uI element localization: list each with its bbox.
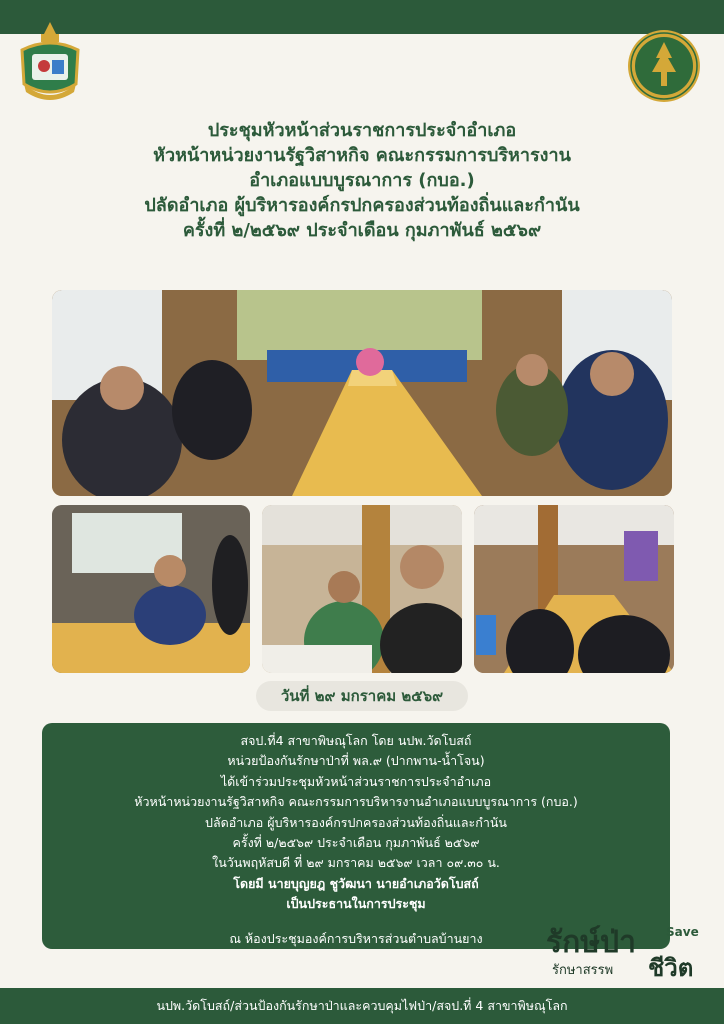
info-line: ในวันพฤหัสบดี ที่ ๒๙ มกราคม ๒๕๖๙ เวลา ๐๙.๓๐ น. <box>212 855 500 871</box>
campaign-save-text: Save <box>666 925 699 939</box>
meeting-info-panel <box>42 723 670 949</box>
meeting-photo-left <box>52 505 250 673</box>
footer-text: นปพ.วัดโบสถ์/ส่วนป้องกันรักษาป่าและควบคุมไฟป่า/สจป.ที่ 4 สาขาพิษณุโลก <box>156 998 568 1013</box>
meeting-photo-center <box>262 505 462 673</box>
province-seal-icon <box>14 20 86 102</box>
top-banner-bar <box>0 0 724 34</box>
title-line: หัวหน้าหน่วยงานรัฐวิสาหกิจ คณะกรรมการบริหารงาน <box>153 145 571 166</box>
save-forest-campaign-logo <box>544 918 712 984</box>
info-line: หัวหน้าหน่วยงานรัฐวิสาหกิจ คณะกรรมการบริหารงานอำเภอแบบบูรณาการ (กบอ.) <box>134 794 578 810</box>
chairperson-line: โดยมี นายบุญยฎ ชูวัฒนา นายอำเภอวัดโบสถ์ <box>233 875 479 891</box>
venue-line: ณ ห้องประชุมองค์การบริหารส่วนตำบลบ้านยาง <box>229 930 483 946</box>
campaign-main-text: รักษ์ป่า <box>546 925 636 960</box>
campaign-sub-text: รักษาสรรพ <box>552 963 614 978</box>
info-line: ได้เข้าร่วมประชุมหัวหน้าส่วนราชการประจำอำเภอ <box>220 773 492 789</box>
info-line: ครั้งที่ ๒/๒๕๖๙ ประจำเดือน กุมภาพันธ์ ๒๕๖๙ <box>232 835 480 851</box>
chairperson-role-line: เป็นประธานในการประชุม <box>286 896 426 912</box>
meeting-photo-main <box>52 290 672 496</box>
meeting-photo-right <box>474 505 674 673</box>
info-line: สจป.ที่4 สาขาพิษณุโลก โดย นปพ.วัดโบสถ์ <box>240 733 472 748</box>
page-title <box>30 118 694 243</box>
footer-bar <box>0 988 724 1024</box>
campaign-life-text: ชีวิต <box>648 954 694 982</box>
title-line: อำเภอแบบบูรณาการ (กบอ.) <box>249 170 475 191</box>
title-line: ปลัดอำเภอ ผู้บริหารองค์กรปกครองส่วนท้องถิ่นและกำนัน <box>144 195 580 216</box>
forest-department-emblem-icon <box>626 28 702 104</box>
title-line: ประชุมหัวหน้าส่วนราชการประจำอำเภอ <box>207 120 517 141</box>
meeting-date-badge: วันที่ ๒๙ มกราคม ๒๕๖๙ <box>256 681 468 711</box>
info-line: หน่วยป้องกันรักษาป่าที่ พล.๙ (ปากพาน-น้ำโจน) <box>227 753 485 769</box>
title-line: ครั้งที่ ๒/๒๕๖๙ ประจำเดือน กุมภาพันธ์ ๒๕๖๙ <box>182 220 542 241</box>
info-line: ปลัดอำเภอ ผู้บริหารองค์กรปกครองส่วนท้องถิ่นและกำนัน <box>205 814 507 830</box>
